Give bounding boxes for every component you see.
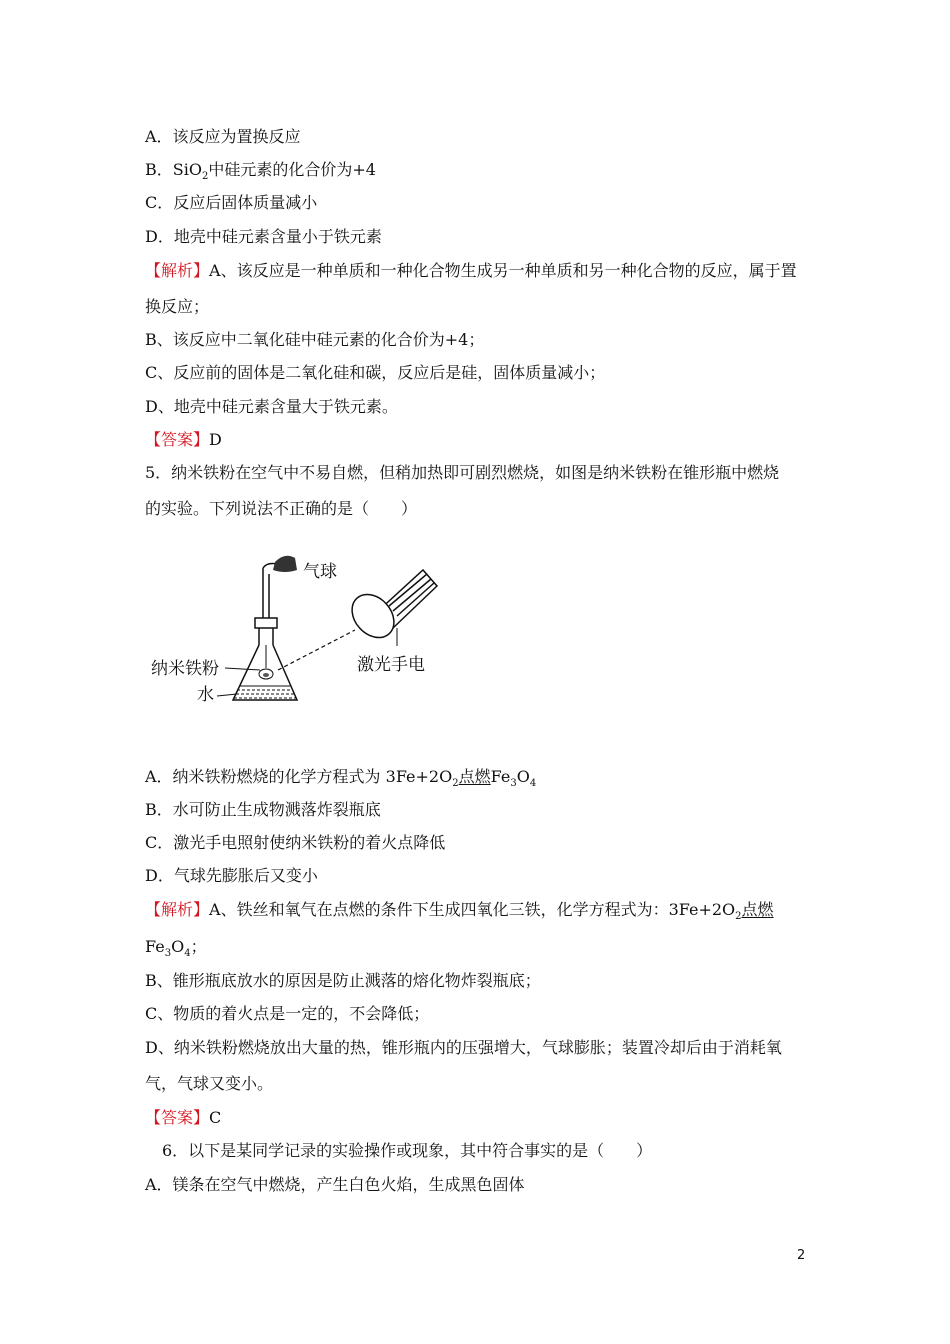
q4-option-b: [145, 159, 376, 188]
laser-flashlight-icon: [344, 570, 437, 646]
q5-stem-line-2: 的实验。下列说法不正确的是（ ）: [145, 499, 418, 518]
q5-option-a: [145, 766, 536, 795]
analysis-tag: 【解析】: [145, 261, 210, 280]
condition-ignite: 点燃: [458, 767, 491, 786]
water-icon: [234, 686, 296, 698]
analysis-text: A、铁丝和氧气在点燃的条件下生成四氧化三铁，化学方程式为：3Fe+2O: [209, 900, 736, 919]
q4-option-b-pre: B．SiO: [145, 160, 202, 179]
flask-icon: [233, 618, 297, 700]
formula-fe: Fe: [145, 937, 165, 956]
q5-analysis-d-line-2: 气，气球又变小。: [145, 1074, 274, 1093]
formula-fe: Fe: [490, 767, 511, 786]
formula-o: O: [516, 767, 530, 786]
answer-value: D: [209, 430, 222, 449]
punct: ；: [190, 937, 207, 956]
pointer-powder: [225, 668, 260, 670]
q4-answer: [145, 429, 222, 451]
q5-option-a-pre: A．纳米铁粉燃烧的化学方程式为 3Fe+2O: [145, 767, 453, 786]
formula-o: O: [171, 937, 185, 956]
balloon-icon: [273, 556, 297, 572]
subscript: 4: [529, 778, 537, 790]
condition-ignite: 点燃: [741, 900, 774, 919]
subscript: 3: [164, 948, 172, 960]
q5-analysis-b: B、锥形瓶底放水的原因是防止溅落的熔化物炸裂瓶底；: [145, 971, 541, 990]
q5-option-c: C．激光手电照射使纳米铁粉的着火点降低: [145, 833, 446, 852]
q5-option-d: D．气球先膨胀后又变小: [145, 866, 318, 885]
label-water: 水: [197, 685, 214, 705]
subscript: 4: [184, 948, 191, 960]
q4-analysis-b: B、该反应中二氧化硅中硅元素的化合价为+4；: [145, 330, 485, 349]
q4-analysis-line-1: [145, 260, 797, 282]
q4-option-a: A．该反应为置换反应: [145, 127, 301, 146]
q5-option-b: B．水可防止生成物溅落炸裂瓶底: [145, 800, 381, 819]
q4-option-d: D．地壳中硅元素含量小于铁元素: [145, 227, 382, 246]
q4-option-b-post: 中硅元素的化合价为+4: [208, 160, 376, 179]
q4-analysis-c: C、反应前的固体是二氧化硅和碳，反应后是硅，固体质量减小；: [145, 363, 606, 382]
page-number: 2: [797, 1248, 806, 1263]
laser-beam: [278, 630, 355, 670]
subscript: 2: [452, 778, 459, 790]
subscript: 2: [201, 171, 209, 183]
q5-analysis-d-line-1: D、纳米铁粉燃烧放出大量的热，锥形瓶内的压强增大，气球膨胀；装置冷却后由于消耗氧: [145, 1038, 782, 1057]
answer-value: C: [209, 1108, 222, 1127]
q4-analysis-line-2: 换反应；: [145, 297, 210, 316]
q4-analysis-d: D、地壳中硅元素含量大于铁元素。: [145, 397, 398, 416]
q5-stem-line-1: 5．纳米铁粉在空气中不易自燃，但稍加热即可剧烈燃烧，如图是纳米铁粉在锥形瓶中燃烧: [145, 463, 780, 482]
label-nano-iron-powder: 纳米铁粉: [151, 659, 219, 679]
label-laser-flashlight: 激光手电: [357, 655, 425, 675]
q5-analysis-line-1: [145, 899, 774, 928]
experiment-figure: [145, 550, 445, 720]
q4-option-c: C．反应后固体质量减小: [145, 193, 318, 212]
analysis-tag: 【解析】: [145, 900, 210, 919]
iron-powder-icon: [259, 645, 273, 679]
q5-analysis-c: C、物质的着火点是一定的，不会降低；: [145, 1004, 430, 1023]
answer-tag: 【答案】: [145, 430, 210, 449]
subscript: 3: [510, 778, 517, 790]
q5-answer: [145, 1107, 221, 1129]
subscript: 2: [735, 911, 742, 923]
answer-tag: 【答案】: [145, 1108, 210, 1127]
q5-analysis-line-2: [145, 936, 207, 965]
q6-option-a: A．镁条在空气中燃烧，产生白色火焰，生成黑色固体: [145, 1175, 525, 1194]
label-balloon: 气球: [303, 562, 337, 582]
q6-stem: 6．以下是某同学记录的实验操作或现象，其中符合事实的是（ ）: [162, 1141, 653, 1160]
analysis-text: A、该反应是一种单质和一种化合物生成另一种单质和另一种化合物的反应，属于置: [209, 261, 797, 280]
pointer-water: [217, 694, 237, 696]
glass-tube-icon: [263, 564, 277, 621]
